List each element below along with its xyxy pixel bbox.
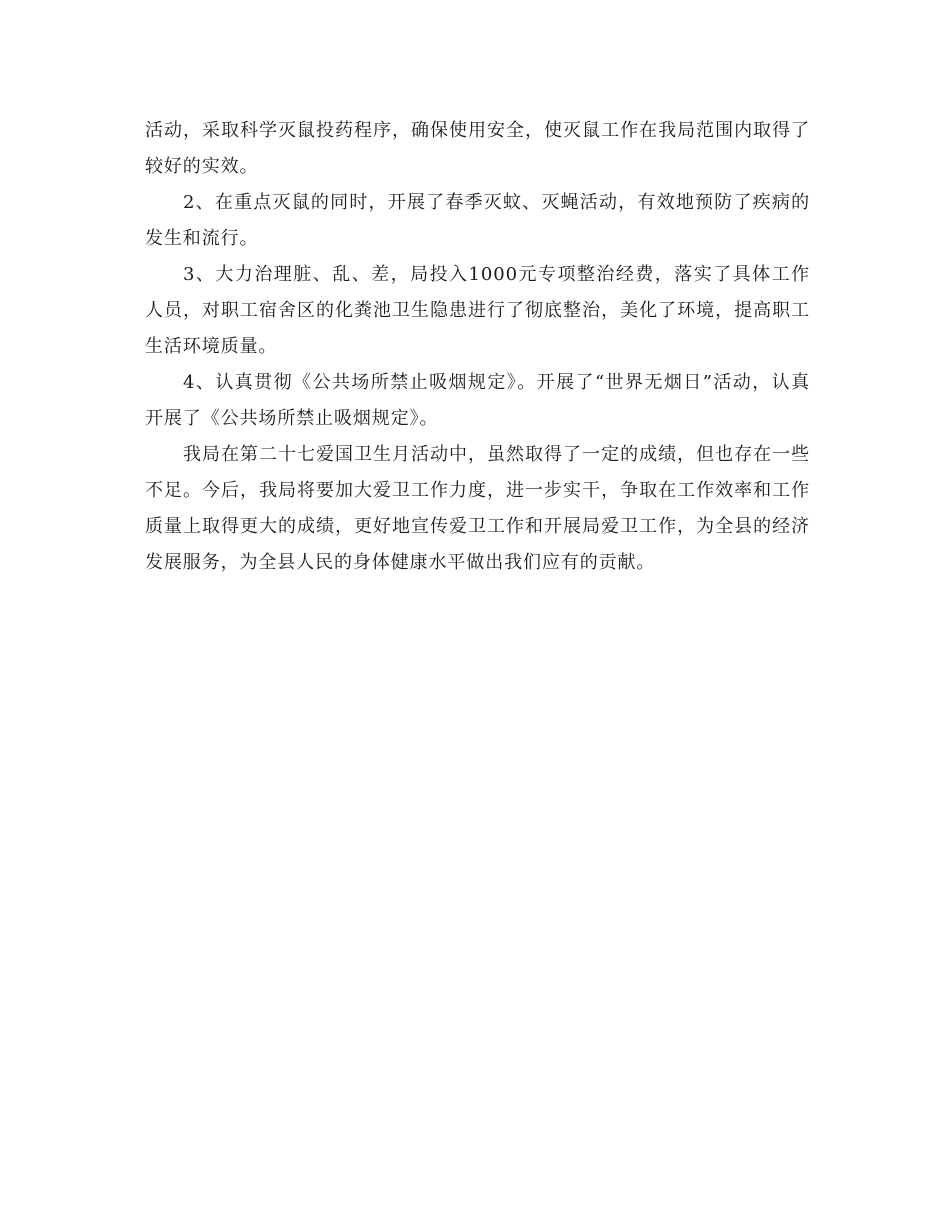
paragraph-item-2: 2、在重点灭鼠的同时，开展了春季灭蚊、灭蝇活动，有效地预防了疾病的发生和流行。 [145, 192, 810, 249]
document-body [145, 113, 810, 581]
paragraph-continuation: 活动，采取科学灭鼠投药程序，确保使用安全，使灭鼠工作在我局范围内取得了较好的实效。 [145, 120, 810, 177]
paragraph-summary: 我局在第二十七爱国卫生月活动中，虽然取得了一定的成绩，但也存在一些不足。今后，我局将要加大爱卫工作力度，进一步实干，争取在工作效率和工作质量上取得更大的成绩，更好地宣传爱卫工作和开展局爱卫工作，为全县的经济发展服务，为全县人民的身体健康水平做出我们应有的贡献。 [145, 444, 810, 573]
paragraph-item-4: 4、认真贯彻《公共场所禁止吸烟规定》。开展了“世界无烟日”活动，认真开展了《公共场所禁止吸烟规定》。 [145, 372, 810, 429]
paragraph-item-3: 3、大力治理脏、乱、差，局投入1000元专项整治经费，落实了具体工作人员，对职工宿舍区的化粪池卫生隐患进行了彻底整治，美化了环境，提高职工生活环境质量。 [145, 264, 810, 357]
